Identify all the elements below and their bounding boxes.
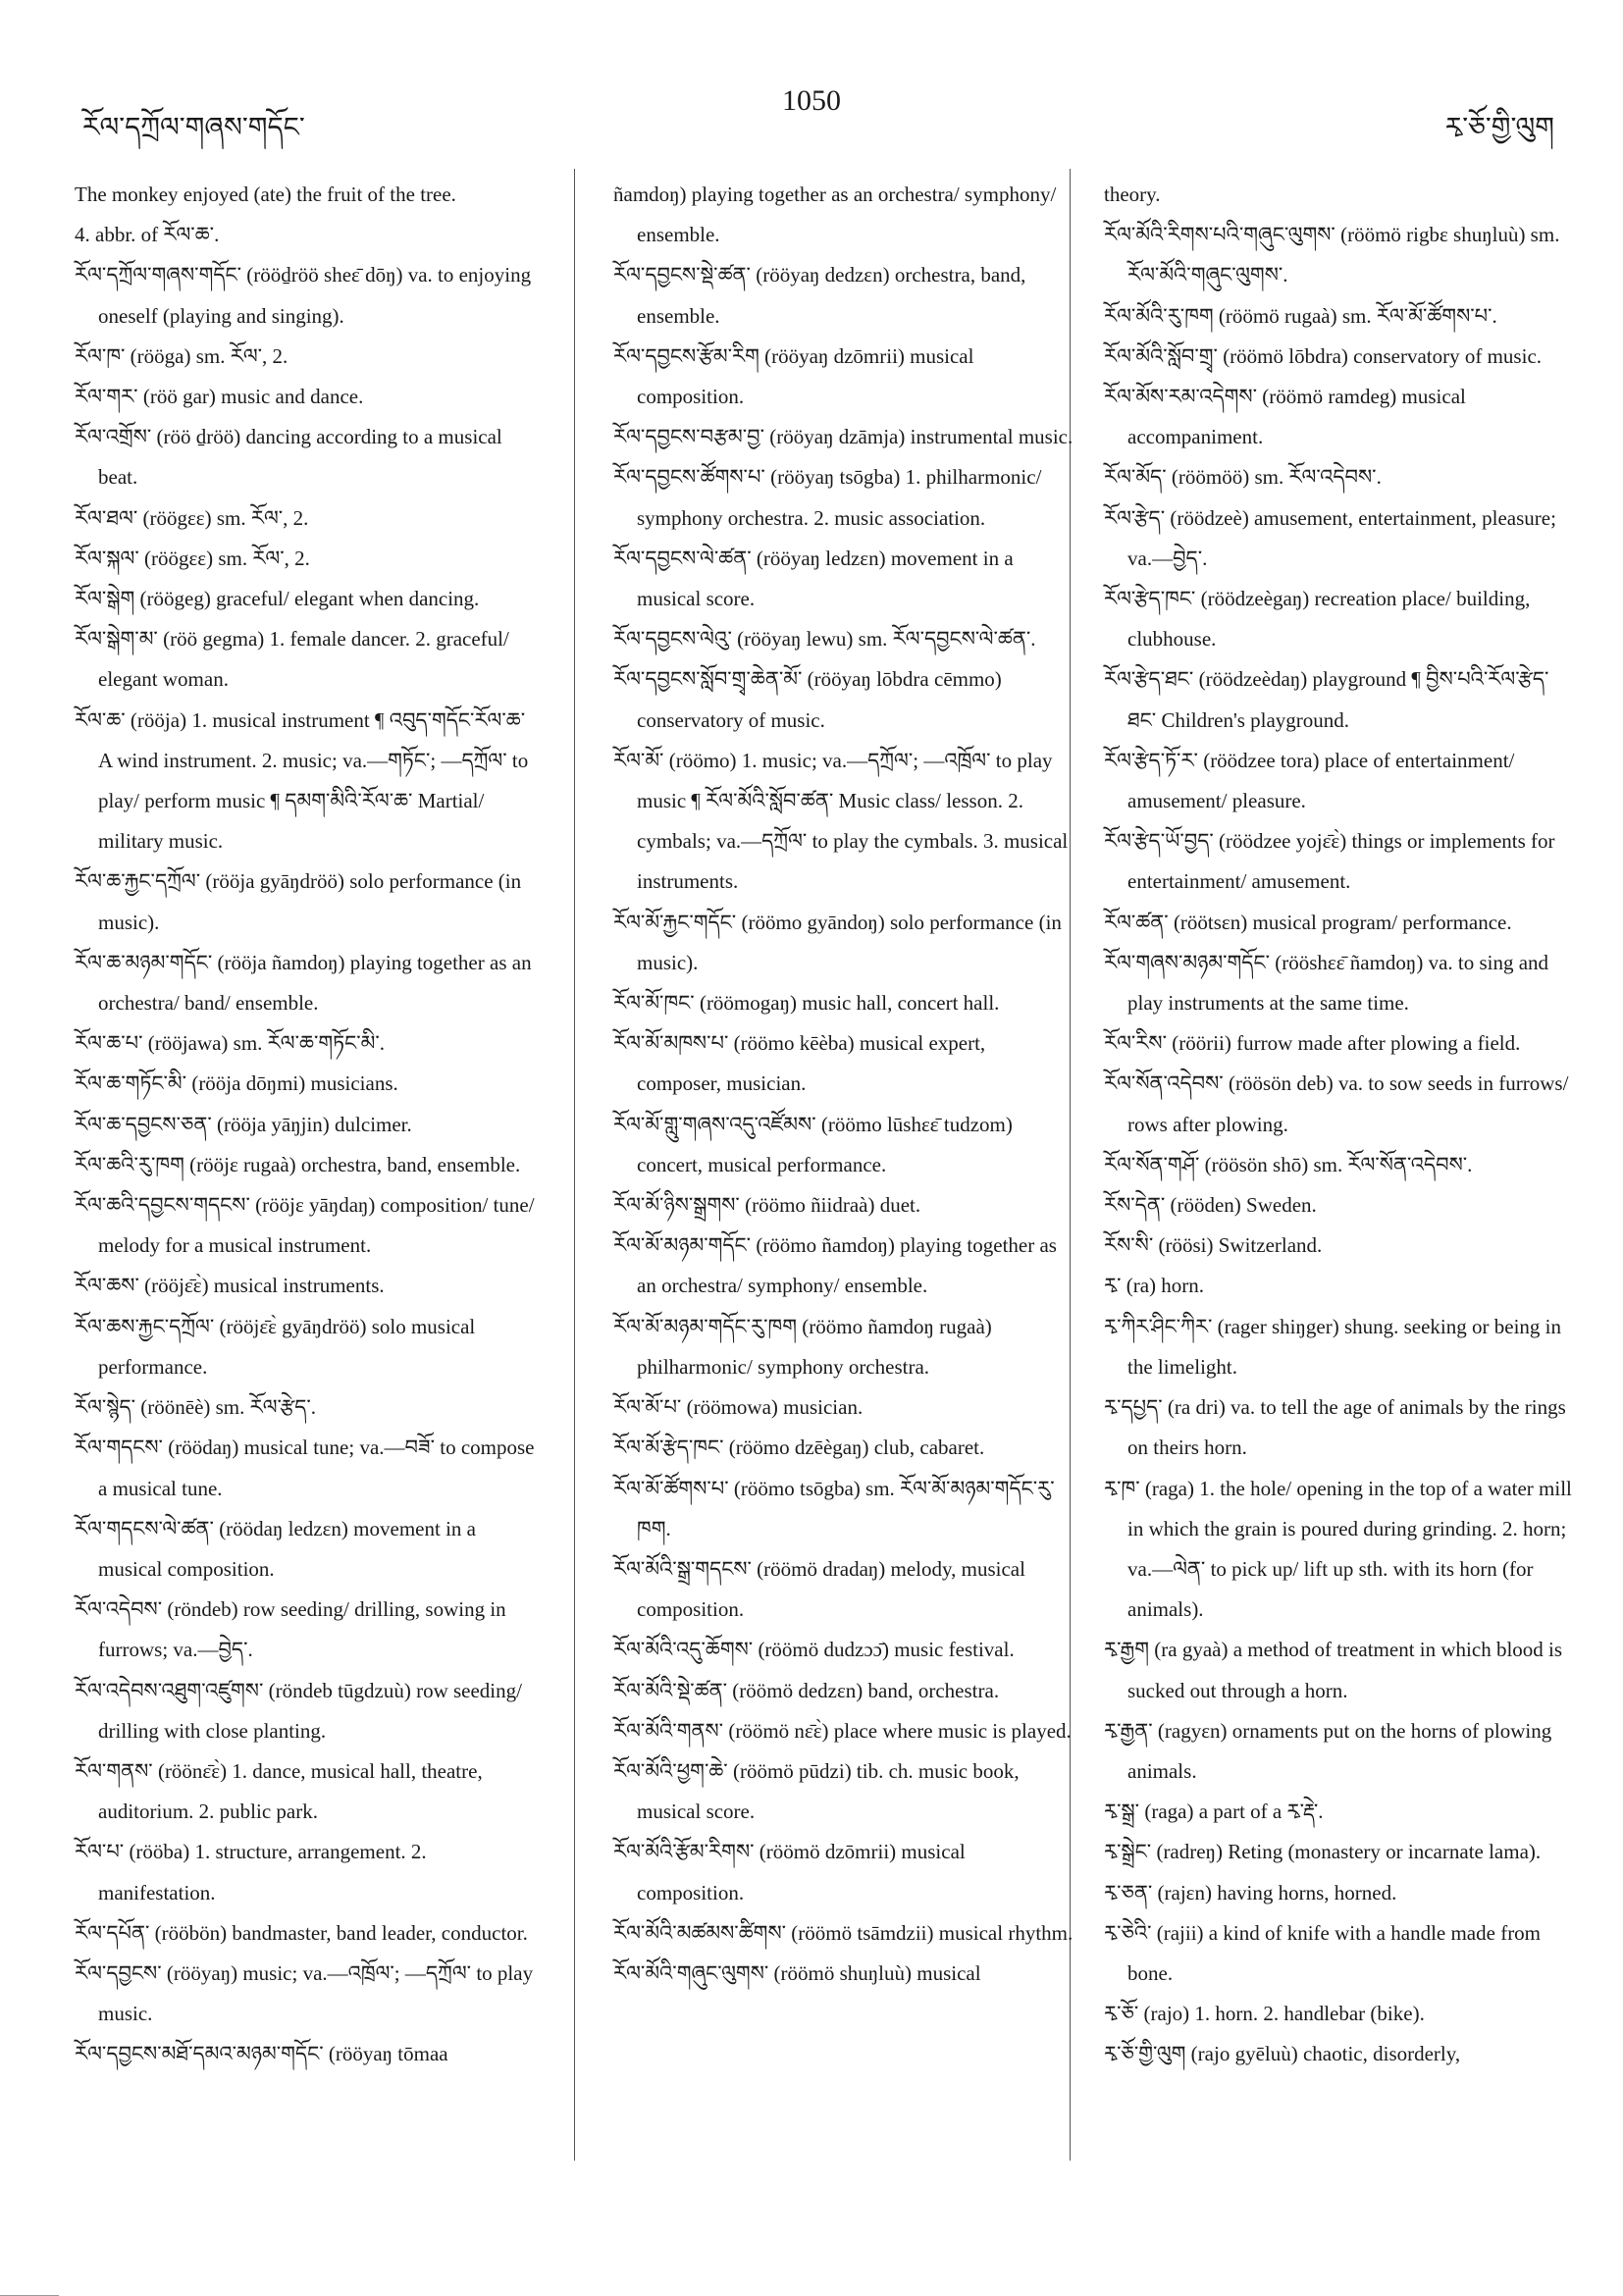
dictionary-entry: རོལ་ཁ་ (rööga) sm. རོལ་, 2. [75, 343, 288, 368]
dictionary-entry: རོལ་འགྲོས་ (röö ḏröö) dancing according to a musical beat. [75, 425, 502, 490]
dictionary-entry: རྭ་ (ra) horn. [1104, 1274, 1205, 1298]
dictionary-entry: རོས་དེན་ (rööden) Sweden. [1104, 1193, 1317, 1218]
dictionary-entry: རྭ་ཁ་ (raga) 1. the hole/ opening in the top of a water mill in which the grain is poured during grinding. 2. horn; va.—ལེན་ to pick up/ lift up sth. with its horn (for animals). [1104, 1476, 1572, 1622]
dictionary-entry: རྭ་སྒྲ་ (raga) a part of a རྭ་རྡེ་. [1104, 1800, 1324, 1824]
dictionary-entry: རྭ་རྒྱན་ (ragyɛn) ornaments put on the horns of plowing animals. [1104, 1718, 1552, 1783]
dictionary-entry: རོལ་མོ་མཉམ་གདོང་ (röömo ñamdoŋ) playing together as an orchestra/ symphony/ ensemble. [613, 1233, 1057, 1298]
dictionary-entry: རོལ་འདེབས་ (röndeb) row seeding/ drilling, sowing in furrows; va.—བྱེད་. [75, 1597, 506, 1662]
right-running-head: རྭ་ཅོ་གྱི་ལུག [1444, 111, 1554, 143]
dictionary-entry: རོལ་གར་ (röö gar) music and dance. [75, 385, 364, 409]
dictionary-entry: རོལ་མོ་མཉམ་གདོང་རུ་ཁག (röömo ñamdoŋ rugaà) philharmonic/ symphony orchestra. [613, 1314, 992, 1379]
dictionary-entry: རྭ་རྒྱག (ra gyaà) a method of treatment in which blood is sucked out through a horn. [1104, 1638, 1563, 1702]
dictionary-entry: རོལ་དབྱངས་མཐོ་དམའ་མཉམ་གདོང་ (rööyaŋ tōmaa [75, 2042, 448, 2066]
dictionary-entry: རོལ་གནས་ (röönɛ̄ɛ̀) 1. dance, musical hall, theatre, auditorium. 2. public park. [75, 1758, 483, 1824]
dictionary-entry: རོལ་མོའི་སྡེ་ཚན་ (röömö dedzɛn) band, orchestra. [613, 1678, 1000, 1702]
dictionary-entry: རོལ་ཆས་ (rööjɛ̄ɛ̀) musical instruments. [75, 1274, 385, 1298]
dictionary-entry: རོལ་རྩེད་ཐང་ (röödzeèdaŋ) playground ¶ བྱིས་པའི་རོལ་རྩེད་ཐང་ Children's playground. [1104, 667, 1549, 732]
dictionary-entry: The monkey enjoyed (ate) the fruit of the tree. [75, 183, 456, 206]
dictionary-entry: རོལ་སོན་འདེབས་ (röösön deb) va. to sow seeds in furrows/ rows after plowing. [1104, 1071, 1569, 1136]
dictionary-entry: རོལ་དབྱངས་ལེ་ཚན་ (rööyaŋ ledzɛn) movement in a musical score. [613, 546, 1014, 611]
dictionary-entry: རོལ་སྒེག (röögeg) graceful/ elegant when dancing. [75, 587, 480, 611]
dictionary-entry: རོལ་དབྱངས་བརྩམ་བྱ་ (rööyaŋ dzāmja) instrumental music. [613, 425, 1073, 449]
dictionary-entry: རོལ་མོའི་སློབ་གྲྭ་ (röömö lōbdra) conservatory of music. [1104, 343, 1543, 368]
dictionary-entry: རོལ་མོའི་འདུ་ཆོགས་ (röömö dudzɔɔ̄) music festival. [613, 1638, 1015, 1662]
dictionary-entry: རོལ་མོ་པ་ (röömowa) musician. [613, 1395, 864, 1420]
dictionary-entry: རོལ་ཆ་མཉམ་གདོང་ (rööja ñamdoŋ) playing together as an orchestra/ band/ ensemble. [75, 950, 532, 1016]
dictionary-entry: རོལ་རྩེད་ཁང་ (röödzeègaŋ) recreation place/ building, clubhouse. [1104, 587, 1531, 652]
dictionary-entry: རོལ་མོད་ (röömöö) sm. རོལ་འདེབས་. [1104, 465, 1382, 490]
dictionary-entry: རོལ་རྩེད་ཡོ་བྱད་ (röödzee yojɛ̄ɛ̀) things or implements for entertainment/ amusement. [1104, 829, 1555, 894]
dictionary-entry: རོལ་པ་ (rööba) 1. structure, arrangement. 2. manifestation. [75, 1840, 427, 1905]
column-1 [75, 175, 536, 2075]
dictionary-entry: རོལ་མོའི་རིགས་པའི་གཞུང་ལུགས་ (röömö rigbɛ shuŋluù) sm. རོལ་མོའི་གཞུང་ལུགས་. [1104, 223, 1560, 287]
dictionary-entry: རོལ་རྩེད་ཏོ་ར་ (röödzee tora) place of entertainment/ amusement/ pleasure. [1104, 748, 1515, 813]
column-divider [574, 169, 575, 2161]
dictionary-entry: རོལ་དབྱངས་ (rööyaŋ) music; va.—འཁྲོལ་; —དཀྲོལ་ to play music. [75, 1960, 534, 2026]
dictionary-entry: རོལ་མོའི་མཚམས་ཚིགས་ (röömö tsāmdzii) musical rhythm. [613, 1920, 1073, 1945]
left-running-head: རོལ་དཀྲོལ་གཞས་གདོང་ [82, 111, 305, 143]
dictionary-entry: རོལ་ཆ་ (rööja) 1. musical instrument ¶ འབུད་གདོང་རོལ་ཆ་ A wind instrument. 2. music; va.—གཏོང་; —དཀྲོལ་ to play/ perform music ¶ དམག་མིའི་རོལ་ཆ་ Martial/ military music. [75, 707, 529, 854]
dictionary-entry: རོལ་མོའི་རུ་ཁག (röömö rugaà) sm. རོལ་མོ་ཚོགས་པ་. [1104, 303, 1497, 328]
dictionary-entry: རོལ་མོ་རྐྱང་གདོང་ (röömo gyāndoŋ) solo performance (in music). [613, 910, 1062, 974]
dictionary-entry: རོལ་མོའི་གནས་ (röömö nɛ̄ɛ̀) place where music is played. [613, 1718, 1072, 1743]
dictionary-entry: རོལ་འདེབས་འཐུག་འཛུགས་ (röndeb tūgdzuù) row seeding/ drilling with close planting. [75, 1678, 522, 1743]
dictionary-entry: རྭ་ཀིར་ཤིང་ཀིར་ (rager shiŋger) shung. seeking or being in the limelight. [1104, 1314, 1562, 1379]
dictionary-entry: 4. abbr. of རོལ་ཆ་. [75, 223, 220, 247]
dictionary-entry: རོལ་མོས་རམ་འདེགས་ (röömö ramdeg) musical accompaniment. [1104, 385, 1466, 449]
dictionary-entry: རོལ་དབྱངས་ལེའུ་ (rööyaŋ lewu) sm. རོལ་དབྱངས་ལེ་ཚན་. [613, 627, 1036, 652]
dictionary-entry: རོལ་ཆ་རྐྱང་དཀྲོལ་ (rööja gyāŋdröö) solo performance (in music). [75, 869, 522, 934]
dictionary-entry: ñamdoŋ) playing together as an orchestra/ symphony/ ensemble. [613, 183, 1057, 247]
page-number: 1050 [782, 84, 841, 117]
page-header [0, 77, 1623, 143]
dictionary-entry: རོས་སི་ (röösi) Switzerland. [1104, 1233, 1323, 1258]
dictionary-entry: རོལ་མོ་ཁང་ (röömogaŋ) music hall, concert hall. [613, 991, 1000, 1016]
dictionary-entry: རོལ་ཚན་ (röötsɛn) musical program/ performance. [1104, 910, 1512, 934]
dictionary-entry: རོལ་མོའི་ཕྱག་ཆེ་ (röömö pūdzi) tib. ch. music book, musical score. [613, 1758, 1020, 1824]
dictionary-entry: རོལ་ཐལ་ (röögɛɛ) sm. རོལ་, 2. [75, 505, 309, 530]
dictionary-entry: རོལ་སྐལ་ (röögɛɛ) sm. རོལ་, 2. [75, 546, 310, 570]
dictionary-entry: རྭ་ཅོ་གྱི་ལུག (rajo gyēluù) chaotic, disorderly, [1104, 2042, 1461, 2066]
dictionary-entry: རྭ་ཅན་ (rajɛn) having horns, horned. [1104, 1880, 1397, 1905]
dictionary-entry: རོལ་མོ་ (röömo) 1. music; va.—དཀྲོལ་; —འཁྲོལ་ to play music ¶ རོལ་མོའི་སློབ་ཚན་ Music class/ lesson. 2. cymbals; va.—དཀྲོལ་ to play the cymbals. 3. musical instruments. [613, 748, 1069, 894]
dictionary-entry: རོལ་མོ་མཁས་པ་ (röömo kēèba) musical expert, composer, musician. [613, 1031, 986, 1096]
dictionary-entry: རོལ་མོའི་སྒྲ་གདངས་ (röömö dradaŋ) melody, musical composition. [613, 1556, 1025, 1622]
dictionary-entry: རྭ་དཔྱད་ (ra dri) va. to tell the age of animals by the rings on theirs horn. [1104, 1395, 1566, 1460]
dictionary-entry: རོལ་ཆའི་རུ་ཁག (rööjɛ rugaà) orchestra, band, ensemble. [75, 1152, 521, 1176]
dictionary-entry: རོལ་དབྱངས་ཚོགས་པ་ (rööyaŋ tsōgba) 1. philharmonic/ symphony orchestra. 2. music association. [613, 465, 1042, 530]
dictionary-entry: རོལ་མོའི་རྩོམ་རིགས་ (röömö dzōmrii) musical composition. [613, 1840, 966, 1905]
dictionary-entry: theory. [1104, 183, 1161, 206]
dictionary-entry: རོལ་གདངས་ལེ་ཚན་ (röödaŋ ledzɛn) movement in a musical composition. [75, 1516, 476, 1581]
dictionary-entry: རོལ་ཆ་གཏོང་མི་ (rööja dōŋmi) musicians. [75, 1071, 398, 1096]
dictionary-entry: རོལ་གཞས་མཉམ་གདོང་ (rööshɛɛ̄ ñamdoŋ) va. to sing and play instruments at the same time. [1104, 950, 1549, 1016]
dictionary-entry: རོལ་རིས་ (röörii) furrow made after plowing a field. [1104, 1031, 1521, 1056]
dictionary-entry: རོལ་ཆ་པ་ (rööjawa) sm. རོལ་ཆ་གཏོང་མི་. [75, 1031, 386, 1056]
dictionary-entry: རོལ་མོའི་གཞུང་ལུགས་ (röömö shuŋluù) musical [613, 1960, 981, 1985]
dictionary-entry: རོལ་སོན་གཤོ་ (röösön shō) sm. རོལ་སོན་འདེབས་. [1104, 1152, 1473, 1176]
dictionary-entry: རོལ་སྒེག་མ་ (röö gegma) 1. female dancer. 2. graceful/ elegant woman. [75, 627, 509, 692]
dictionary-entry: རོལ་གདངས་ (röödaŋ) musical tune; va.—བཟོ་ to compose a musical tune. [75, 1435, 535, 1500]
dictionary-entry: རོལ་སྙེད་ (röönēè) sm. རོལ་རྩེད་. [75, 1395, 317, 1420]
column-2 [613, 175, 1074, 1994]
dictionary-entry: རོལ་དཀྲོལ་གཞས་གདོང་ (rööḏröö sheɛ̄ dōŋ) va. to enjoying oneself (playing and singing). [75, 263, 532, 328]
dictionary-entry: རོལ་མོ་རྩེད་ཁང་ (röömo dzēègaŋ) club, cabaret. [613, 1435, 985, 1460]
dictionary-entry: རྭ་ཅོ་ (rajo) 1. horn. 2. handlebar (bike). [1104, 2002, 1425, 2026]
dictionary-entry: རོལ་དབྱངས་སློབ་གྲྭ་ཆེན་མོ་ (rööyaŋ lōbdra cēmmo) conservatory of music. [613, 667, 1002, 732]
dictionary-entry: རྭ་ཅེའི་ (rajii) a kind of knife with a handle made from bone. [1104, 1920, 1542, 1985]
dictionary-entry: རོལ་ཆའི་དབྱངས་གདངས་ (rööjɛ yāŋdaŋ) composition/ tune/ melody for a musical instrument. [75, 1193, 535, 1258]
dictionary-entry: རོལ་དབྱངས་རྩོམ་རིག (rööyaŋ dzōmrii) musical composition. [613, 343, 974, 409]
dictionary-entry: རྭ་སྒྲེང་ (radreŋ) Reting (monastery or incarnate lama). [1104, 1840, 1542, 1864]
dictionary-entry: རོལ་མོ་གླུ་གཞས་འདུ་འཛོམས་ (röömo lūshɛɛ̄ tudzom) concert, musical performance. [613, 1112, 1013, 1176]
dictionary-entry: རོལ་མོ་ཚོགས་པ་ (röömo tsōgba) sm. རོལ་མོ་མཉམ་གདོང་རུ་ཁག. [613, 1476, 1055, 1540]
dictionary-entry: རོལ་མོ་ཉིས་སྒྲགས་ (röömo ñiidraà) duet. [613, 1193, 921, 1218]
dictionary-entry: རོལ་དཔོན་ (rööbön) bandmaster, band leader, conductor. [75, 1920, 528, 1945]
dictionary-entry: རོལ་དབྱངས་སྡེ་ཚན་ (rööyaŋ dedzɛn) orchestra, band, ensemble. [613, 263, 1026, 328]
dictionary-entry: རོལ་ཆ་དབྱངས་ཅན་ (rööja yāŋjin) dulcimer. [75, 1112, 412, 1136]
column-3 [1104, 175, 1575, 2075]
dictionary-entry: རོལ་ཆས་རྐྱང་དཀྲོལ་ (rööjɛ̄ɛ̀ gyāŋdröö) solo musical performance. [75, 1314, 476, 1379]
dictionary-entry: རོལ་རྩེད་ (röödzeè) amusement, entertainment, pleasure; va.—བྱེད་. [1104, 505, 1556, 570]
